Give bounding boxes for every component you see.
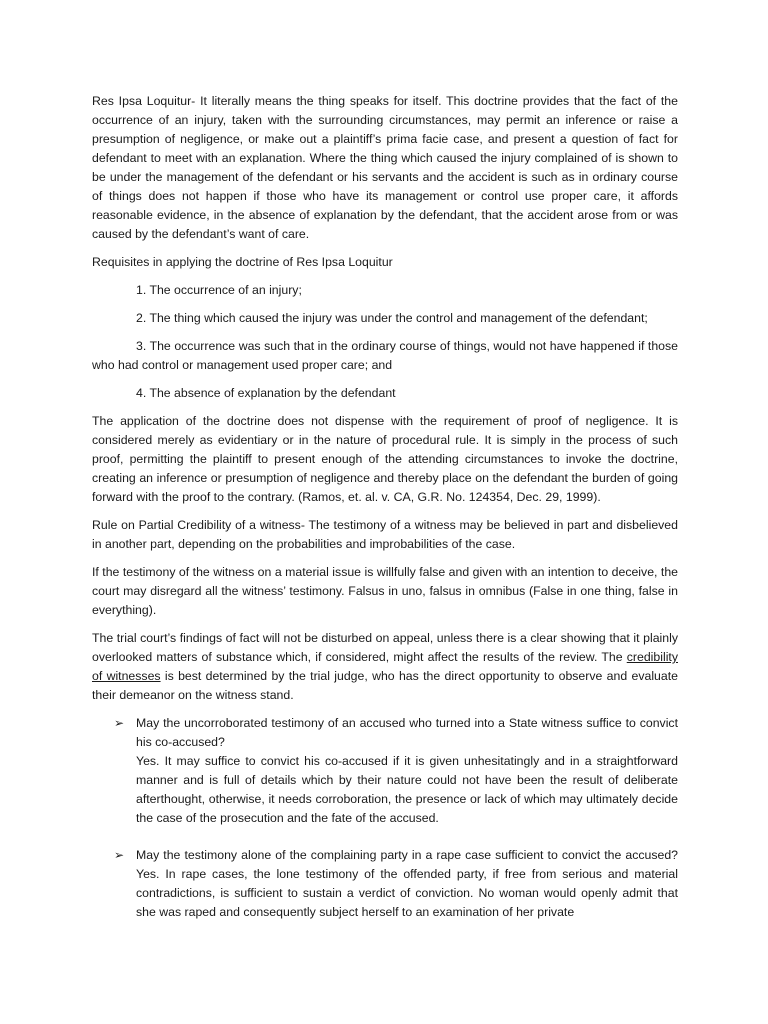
qa-answer-1: Yes. It may suffice to convict his co-accused if it is given unhesitatingly and in a straightforward manner and is full of details which by their nature could not have been the result of deliberate afterthought, otherwise, it needs corroboration, the presence or lack of which may ultimately decide the case of the prosecution and the fate of the accused. [136,754,678,825]
intro-term: Res Ipsa Loquitur [92,94,192,108]
trial-court-text-after: is best determined by the trial judge, who has the direct opportunity to observe and evaluate their demeanor on the witness stand. [92,669,678,702]
intro-paragraph [92,92,678,244]
qa-item-1 [92,714,678,828]
arrow-bullet-icon: ➢ [114,848,125,862]
qa-question-1: May the uncorroborated testimony of an accused who turned into a State witness suffice to convict his co-accused? [136,716,678,749]
credibility-link-text: credibility of witnesses [92,650,678,683]
application-paragraph: The application of the doctrine does not dispense with the requirement of proof of negligence. It is considered merely as evidentiary or in the nature of procedural rule. It is simply in the process of such proof, permitting the plaintiff to present enough of the attending circumstances to invoke the doctrine, creating an inference or presumption of negligence and thereby place on the defendant the burden of going forward with the proof to the contrary. (Ramos, et. al. v. CA, G.R. No. 124354, Dec. 29, 1999). [92,414,678,504]
requisite-item-1: 1. The occurrence of an injury; [136,283,302,297]
document-page [92,92,678,940]
trial-court-paragraph [92,629,678,705]
requisites-heading: Requisites in applying the doctrine of Res Ipsa Loquitur [92,255,393,269]
partial-credibility-paragraph: Rule on Partial Credibility of a witness- The testimony of a witness may be believed in part and disbelieved in another part, depending on the probabilities and improbabilities of the case. [92,518,678,551]
intro-text: - It literally means the thing speaks for itself. This doctrine provides that the fact of the occurrence of an injury, taken with the surrounding circumstances, may permit an inference or raise a presumption of negligence, or make out a plaintiff’s prima facie case, and present a question of fact for defendant to meet with an explanation. Where the thing which caused the injury complained of is shown to be under the management of the defendant or his servants and the accident is such as in ordinary course of things does not happen if those who have its management or control use proper care, it affords reasonable evidence, in the absence of explanation by the defendant, that the accident arose from or was caused by the defendant’s want of care. [92,94,678,241]
falsus-paragraph: If the testimony of the witness on a material issue is willfully false and given with an intention to deceive, the court may disregard all the witness’ testimony. Falsus in uno, falsus in omnibus (False in one thing, false in everything). [92,565,678,617]
qa-item-2 [92,846,678,922]
qa-text-2: May the testimony alone of the complaining party in a rape case sufficient to convict the accused? Yes. In rape cases, the lone testimony of the offended party, if free from serious and material contradictions, is sufficient to sustain a verdict of conviction. No woman would openly admit that she was raped and consequently subject herself to an examination of her private [136,848,678,919]
trial-court-text-before: The trial court’s findings of fact will not be disturbed on appeal, unless there is a clear showing that it plainly overlooked matters of substance which, if considered, might affect the results of the review. The [92,631,678,664]
requisites-list [92,281,678,403]
requisite-item-3: 3. The occurrence was such that in the ordinary course of things, would not have happened if those who had control or management used proper care; and [92,339,678,372]
requisite-item-2: 2. The thing which caused the injury was under the control and management of the defendant; [136,311,648,325]
arrow-bullet-icon: ➢ [114,716,125,730]
requisite-item-4: 4. The absence of explanation by the defendant [136,386,396,400]
